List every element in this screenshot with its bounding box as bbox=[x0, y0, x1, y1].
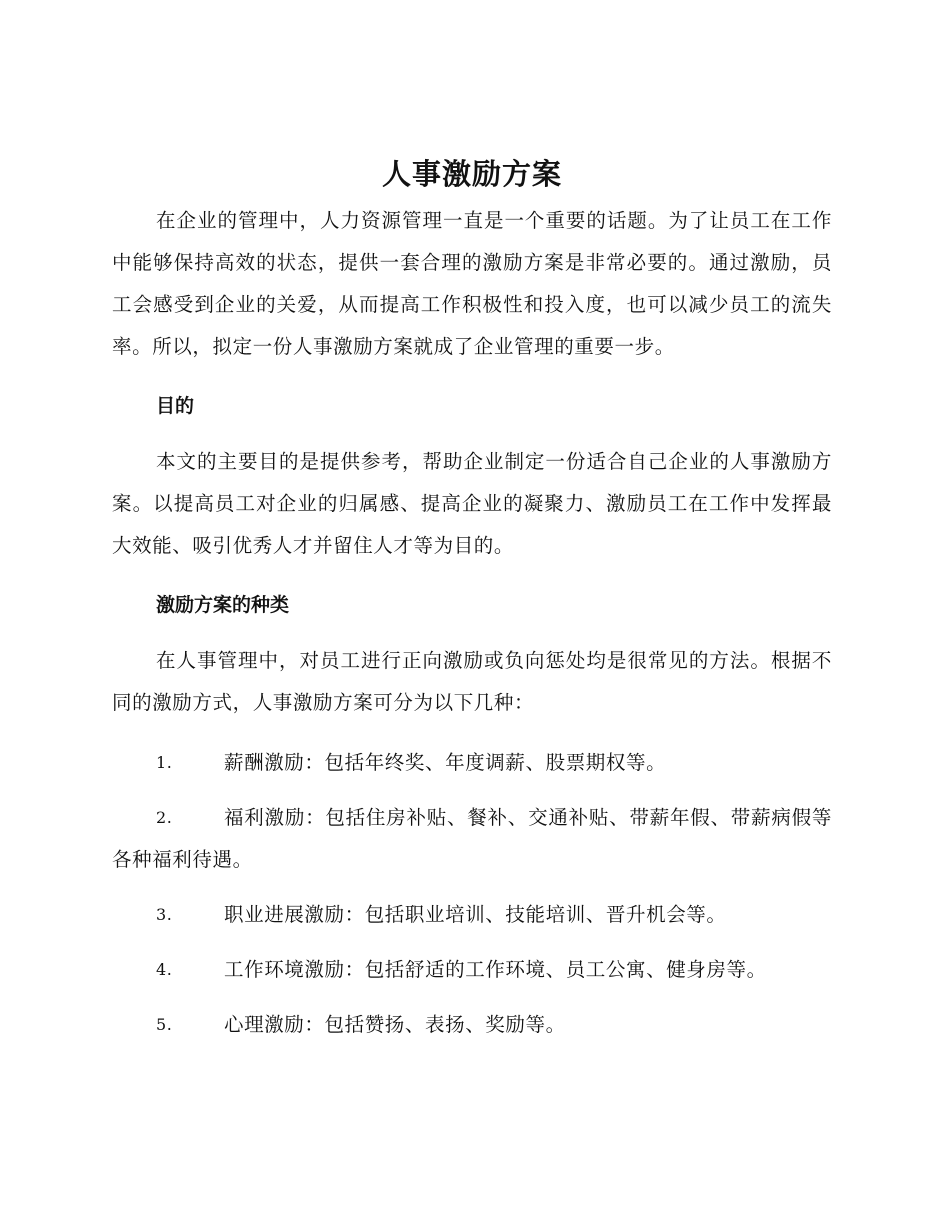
list-item bbox=[112, 1004, 832, 1046]
list-item-number: 5. bbox=[156, 1015, 173, 1034]
list-item-text: 福利激励：包括住房补贴、餐补、交通补贴、带薪年假、带薪病假等各种福利待遇。 bbox=[112, 806, 832, 871]
list-item-text: 心理激励：包括赞扬、表扬、奖励等。 bbox=[224, 1013, 566, 1036]
document-title: 人事激励方案 bbox=[381, 157, 562, 191]
purpose-paragraph: 本文的主要目的是提供参考，帮助企业制定一份适合自己企业的人事激励方案。以提高员工对企业的归属感、提高企业的凝聚力、激励员工在工作中发挥最大效能、吸引优秀人才并留住人才等为目的。 bbox=[112, 450, 832, 557]
incentive-types-list bbox=[112, 742, 832, 1046]
list-item bbox=[112, 742, 832, 784]
types-paragraph: 在人事管理中，对员工进行正向激励或负向惩处均是很常见的方法。根据不同的激励方式，人事激励方案可分为以下几种： bbox=[112, 649, 832, 714]
list-item bbox=[112, 797, 832, 881]
document-page bbox=[112, 148, 832, 1059]
list-item-number: 3. bbox=[156, 905, 173, 924]
purpose-heading: 目的 bbox=[156, 395, 195, 417]
list-item-number: 1. bbox=[156, 753, 173, 772]
types-heading: 激励方案的种类 bbox=[156, 594, 290, 616]
list-item bbox=[112, 894, 832, 936]
list-item-number: 4. bbox=[156, 960, 173, 979]
list-item-text: 工作环境激励：包括舒适的工作环境、员工公寓、健身房等。 bbox=[224, 958, 767, 981]
intro-paragraph: 在企业的管理中，人力资源管理一直是一个重要的话题。为了让员工在工作中能够保持高效的状态，提供一套合理的激励方案是非常必要的。通过激励，员工会感受到企业的关爱，从而提高工作积极性和投入度，也可以减少员工的流失率。所以，拟定一份人事激励方案就成了企业管理的重要一步。 bbox=[112, 209, 832, 358]
list-item-text: 薪酬激励：包括年终奖、年度调薪、股票期权等。 bbox=[224, 751, 667, 774]
list-item-text: 职业进展激励：包括职业培训、技能培训、晋升机会等。 bbox=[224, 903, 727, 926]
list-item bbox=[112, 949, 832, 991]
list-item-number: 2. bbox=[156, 808, 173, 827]
